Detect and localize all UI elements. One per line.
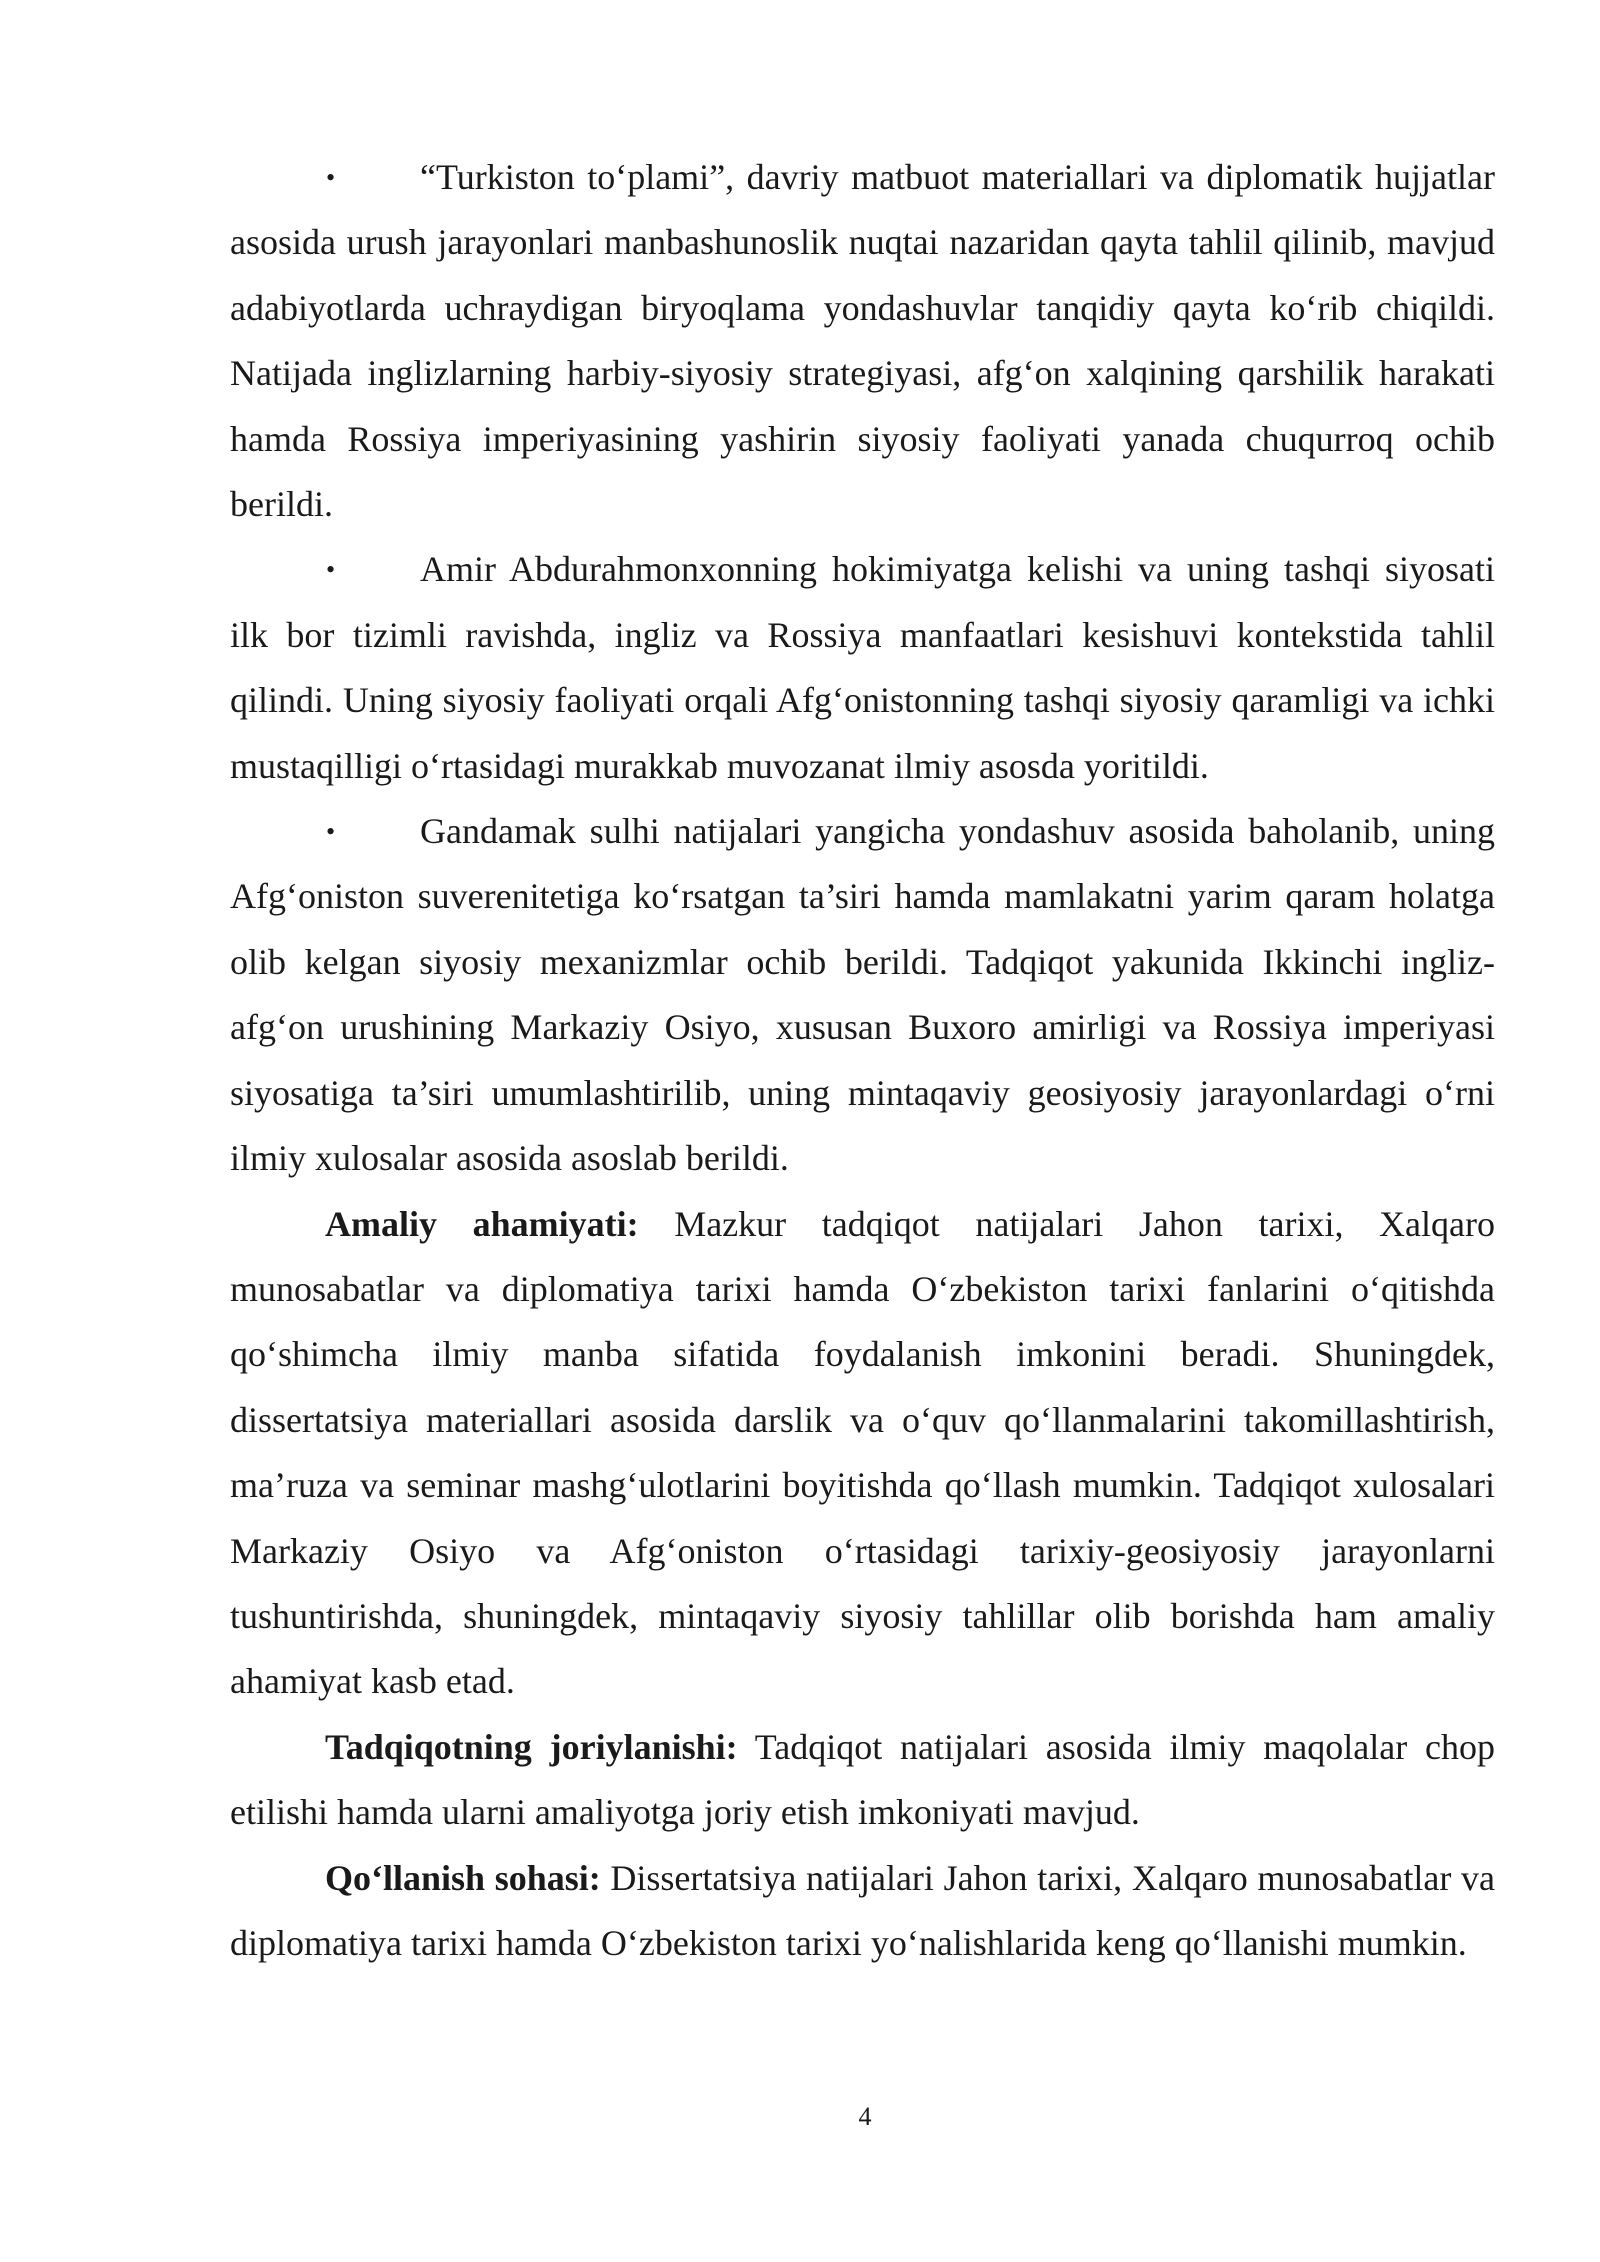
bullet-paragraph-1 — [230, 145, 1495, 537]
bullet-marker: • — [326, 555, 336, 585]
section-heading: Amaliy ahamiyati: — [325, 1203, 639, 1244]
page-content — [230, 145, 1495, 1976]
bullet-paragraph-2 — [230, 537, 1495, 799]
section-implementation — [230, 1715, 1495, 1846]
bullet-text: Amir Abdurahmonxonning hokimiyatga kelishi va uning tashqi siyosati ilk bor tizimli ravishda, ingliz va Rossiya manfaatlari kesishuvi kontekstida tahlil qilindi. Uning siyosiy faoliyati orqali Afg‘onistonning tashqi siyosiy qaramligi va ichki mustaqilligi o‘rtasidagi murakkab muvozanat ilmiy asosda yoritildi. — [230, 549, 1495, 786]
bullet-marker: • — [326, 817, 336, 847]
section-practical-significance — [230, 1192, 1495, 1715]
section-text: Mazkur tadqiqot natijalari Jahon tarixi, Xalqaro munosabatlar va diplomatiya tarixi hamda O‘zbekiston tarixi fanlarini o‘qitishda qo‘shimcha ilmiy manba sifatida foydalanish imkonini beradi. Shuningdek, dissertatsiya materiallari asosida darslik va o‘quv qo‘llanmalarini takomillashtirish, ma’ruza va seminar mashg‘ulotlarini boyitishda qo‘llash mumkin. Tadqiqot xulosalari Markaziy Osiyo va Afg‘oniston o‘rtasidagi tarixiy-geosiyosiy jarayonlarni tushuntirishda, shuningdek, mintaqaviy siyosiy tahlillar olib borishda ham amaliy ahamiyat kasb etad. — [230, 1203, 1496, 1702]
page-number: 4 — [858, 2102, 872, 2131]
section-heading: Tadqiqotning joriylanishi: — [325, 1726, 738, 1767]
bullet-text: Gandamak sulhi natijalari yangicha yondashuv asosida baholanib, uning Afg‘oniston suverenitetiga ko‘rsatgan ta’siri hamda mamlakatni yarim qaram holatga olib kelgan siyosiy mexanizmlar ochib berildi. Tadqiqot yakunida Ikkinchi ingliz-afg‘on urushining Markaziy Osiyo, xususan Buxoro amirligi va Rossiya imperiyasi siyosatiga ta’siri umumlashtirilib, uning mintaqaviy geosiyosiy jarayonlardagi o‘rni ilmiy xulosalar asosida asoslab berildi. — [230, 811, 1495, 1179]
bullet-marker: • — [326, 163, 336, 192]
section-text: Tadqiqot natijalari asosida ilmiy maqolalar chop etilishi hamda ularni amaliyotga joriy etish imkoniyati mavjud. — [230, 1726, 1496, 1833]
section-application-field — [230, 1846, 1495, 1977]
bullet-text: “Turkiston to‘plami”, davriy matbuot materiallari va diplomatik hujjatlar asosida urush jarayonlari manbashunoslik nuqtai nazaridan qayta tahlil qilinib, mavjud adabiyotlarda uchraydigan biryoqlama yondashuvlar tanqidiy qayta ko‘rib chiqildi. Natijada inglizlarning harbiy-siyosiy strategiyasi, afg‘on xalqining qarshilik harakati hamda Rossiya imperiyasining yashirin siyosiy faoliyati yanada chuqurroq ochib berildi. — [230, 157, 1495, 525]
section-heading: Qo‘llanish sohasi: — [325, 1857, 601, 1898]
bullet-paragraph-3 — [230, 799, 1495, 1191]
section-text: Dissertatsiya natijalari Jahon tarixi, Xalqaro munosabatlar va diplomatiya tarixi hamda O‘zbekiston tarixi yo‘nalishlarida keng qo‘llanishi mumkin. — [230, 1857, 1495, 1963]
